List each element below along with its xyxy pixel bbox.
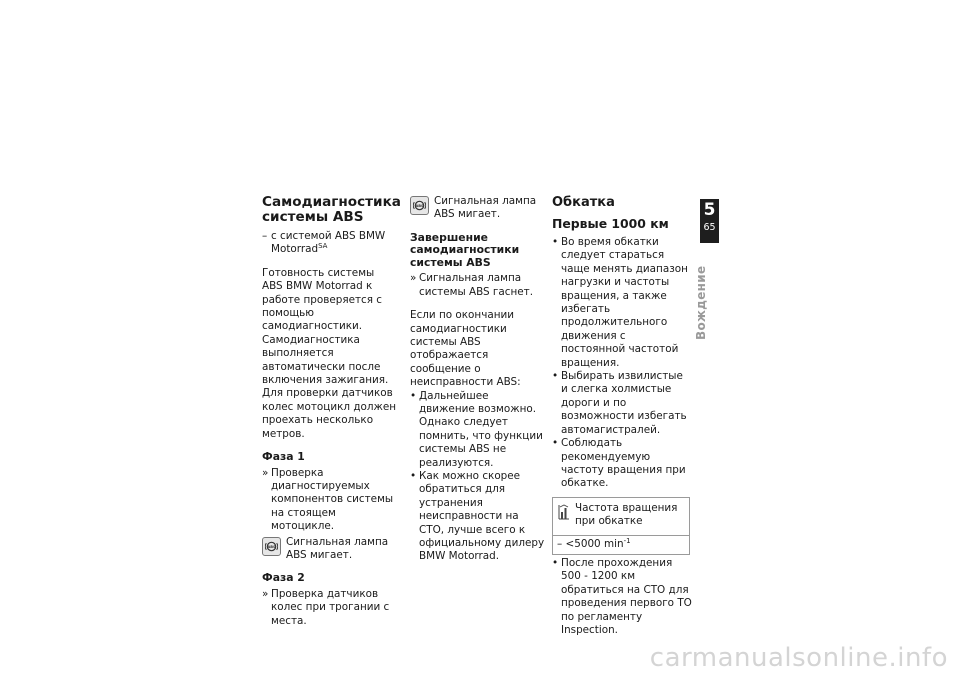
end-selftest-title: Завершение самодиагностики системы ABS: [410, 230, 520, 269]
phase2-warning-text: Сигнальная лампа ABS мигает.: [434, 195, 537, 221]
column-1: [262, 194, 401, 628]
end-selftest-item: [410, 272, 546, 299]
arrow-marker: »: [262, 587, 269, 600]
rpm-value-prefix: –: [557, 537, 563, 550]
error-paragraph: Если по окончании самодиагностики системы ABS отображается сообщение о неисправности ABS:: [410, 309, 521, 389]
phase1-text: Проверка диагностируемых компонентов системы на стоящем мотоцикле.: [271, 466, 394, 533]
equipment-note: [262, 230, 398, 257]
phase2-warning: [410, 195, 546, 222]
list-item: [410, 470, 546, 564]
rpm-value-sup: -1: [623, 536, 631, 545]
chapter-number: 5: [703, 200, 716, 220]
bullet-marker: •: [410, 389, 417, 402]
equipment-text: с системой ABS BMW Motorrad: [271, 230, 386, 256]
bullet-marker: •: [552, 370, 559, 383]
breakin-rpm-box: [552, 497, 690, 555]
column-2: [410, 195, 546, 564]
bullet-marker: •: [552, 236, 559, 248]
subsection-title-first-1000: Первые 1000 км: [552, 216, 669, 231]
list-item: [552, 437, 692, 491]
list-item-text: Дальнейшее движение возможно. Однако следует помнить, что функции системы ABS не реализуются.: [419, 389, 543, 469]
list-item-text: Выбирать извилистые и слегка холмистые дороги и по возможности избегать автомагистралей.: [561, 370, 687, 436]
intro-paragraph: Готовность системы ABS BMW Motorrad к работе проверяется с помощью самодиагностики. Самодиагностика выполняется автоматически после включения зажигания. Для проверки датчиков колес мотоцикл должен проехать несколько метров.: [262, 266, 397, 440]
arrow-marker: »: [262, 466, 269, 479]
svg-text:ABS: ABS: [415, 204, 424, 208]
abs-warning-icon: [262, 537, 281, 556]
abs-warning-icon: [410, 196, 429, 215]
list-item-text: Как можно скорее обратиться для устранения неисправности на СТО, лучше всего к официальному дилеру BMW Motorrad.: [419, 470, 545, 563]
list-item: [552, 370, 692, 437]
section-title-breakin: Обкатка: [552, 195, 615, 210]
phase1-warning-text: Сигнальная лампа ABS мигает.: [286, 535, 389, 562]
equipment-sup: SA: [318, 242, 328, 251]
section-title-abs-selftest: Самодиагностика системы ABS: [262, 194, 401, 225]
page-number: 65: [703, 222, 716, 233]
phase1-warning: [262, 536, 398, 563]
tachometer-icon: [557, 503, 571, 521]
list-item-text: После прохождения 500 - 1200 км обратиться на СТО для проведения первого ТО по регламенту Inspection.: [561, 556, 692, 636]
phase1-item: [262, 467, 398, 534]
end-selftest-text: Сигнальная лампа системы ABS гаснет.: [419, 272, 534, 298]
bullet-marker: •: [410, 470, 417, 482]
column-3: [552, 195, 692, 637]
chapter-tab: [700, 199, 719, 243]
list-item: [552, 236, 692, 370]
bullet-marker: •: [552, 437, 559, 450]
rpm-value-row: [553, 535, 689, 554]
rpm-label: Частота вращения при обкатке: [575, 501, 678, 528]
list-item: [552, 557, 692, 637]
phase2-item: [262, 588, 398, 628]
phase2-text: Проверка датчиков колес при трогании с места.: [271, 587, 390, 627]
watermark: carmanualsonline.info: [649, 643, 948, 673]
list-item: [410, 390, 546, 470]
arrow-marker: »: [410, 272, 417, 285]
svg-text:ABS: ABS: [267, 544, 276, 549]
dash-marker: –: [262, 230, 268, 242]
rpm-value: <5000 min: [565, 537, 624, 550]
chapter-side-title: Вождение: [694, 265, 708, 340]
list-item-text: Во время обкатки следует стараться чаще менять диапазон нагрузки и частоты вращения, а также избегать продолжительного движения с постоянной частотой вращения.: [561, 236, 688, 369]
phase1-title: Фаза 1: [262, 450, 305, 464]
list-item-text: Соблюдать рекомендуемую частоту вращения при обкатке.: [561, 437, 686, 490]
phase2-title: Фаза 2: [262, 571, 305, 585]
bullet-marker: •: [552, 556, 559, 569]
